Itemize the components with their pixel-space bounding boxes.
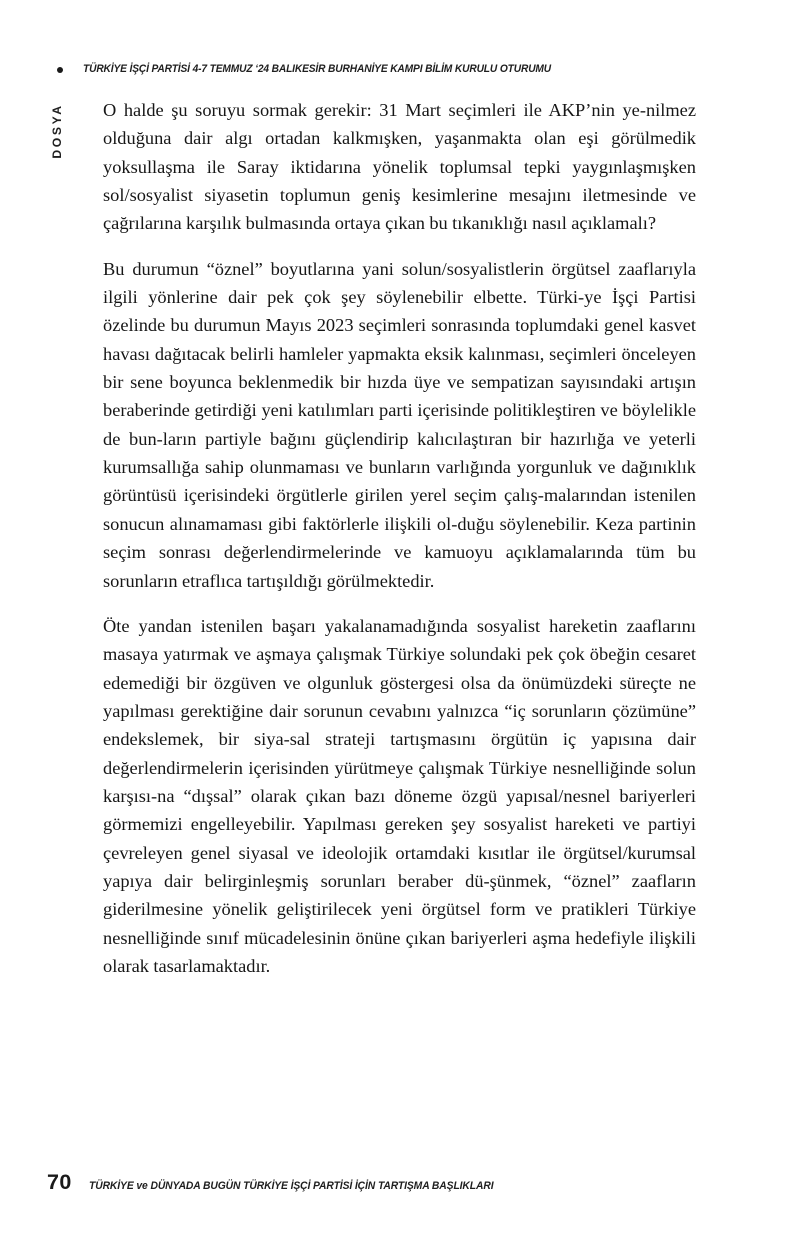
running-head — [56, 61, 742, 79]
bullet-dot-icon — [57, 67, 63, 73]
page-footer — [47, 1169, 742, 1194]
body-paragraph-2: Bu durumun “öznel” boyutlarına yani solun/sosyalistlerin örgütsel zaaflarıyla ilgili yönlerine dair pek çok şey söylenebilir elbette. Türki-ye İşçi Partisi özelinde bu durumun Mayıs 2023 seçimleri sonrasında toplumdaki genel kasvet havası dağıtacak belirli hamleler yapmakta eksik kalınması, seçimleri önceleyen bir sene boyunca beklenmedik bir hızda üye ve sempatizan sayısındaki artışın beraberinde getirdiği yeni katılımları parti içerisinde politikleştiren ve böylelikle de bun-ların partiyle bağını güçlendirip kalıcılaştıran bir hazırlığa ve yeterli kurumsallığa sahip olunmaması ve bunların varlığında yorgunluk ve dağınıklık görüntüsü içerisindeki örgütlerle girilen yerel seçim çalış-malarından istenilen sonucun alınamaması gibi faktörlerle ilişkili ol-duğu söylenebilir. Keza partinin seçim sonrası değerlendirmelerinde ve kamuoyu açıklamalarında tüm bu sorunların etraflıca tartışıldığı görülmektedir. — [103, 258, 696, 591]
footer-title: TÜRKİYE ve DÜNYADA BUGÜN TÜRKİYE İŞÇİ PARTİSİ İÇİN TARTIŞMA BAŞLIKLARI — [88, 1179, 494, 1192]
section-tab — [44, 88, 70, 174]
body-paragraph-1: O halde şu soruyu sormak gerekir: 31 Mart seçimleri ile AKP’nin ye-nilmez olduğuna dair algı ortadan kalkmışken, yaşanmakta olan eşi görülmedik yoksullaşma ile Saray iktidarına yönelik toplumsal tepki yaygınlaşmışken sol/sosyalist siyasetin toplumun geniş kesimlerine mesajını iletmesinde ve çağrılarına karşılık bulmasında ortaya çıkan bu tıkanıklığı nasıl açıklamalı? — [103, 100, 696, 234]
body-paragraph-3: Öte yandan istenilen başarı yakalanamadığında sosyalist hareketin zaaflarını masaya yatırmak ve aşmaya çalışmak Türkiye solundaki pek çok öbeğin cesaret edemediği bir özgüven ve olgunluk göstergesi olsa da önümüzdeki süreçte ne yapılması gerektiğine dair sorunun cevabını yalnızca “iç sorunların çözümüne” endekslemek, bir siya-sal strateji tartışmasını örgütün iç yapısına dair değerlendirmelerin içerisinden yürütmeye çalışmak Türkiye nesnelliğinde solun karşısı-na “dışsal” olarak çıkan bazı döneme özgü yapısal/nesnel bariyerleri görmemizi engelleyebilir. Yapılması gereken şey sosyalist hareketi ve partiyi çevreleyen genel siyasal ve ideolojik ortamdaki kısıtlar ile örgütsel/kurumsal yapıya dair belirginleşmiş sorunları beraber dü-şünmek, “öznel” zaafların giderilmesine yönelik geliştirilecek yeni örgütsel form ve pratikleri Türkiye nesnelliğinde sınıf mücadelesinin önüne çıkan bariyerleri aşma hedefiyle ilişkili olarak tasarlamaktadır. — [103, 615, 696, 976]
page-number: 70 — [47, 1169, 72, 1194]
body-text-column — [103, 96, 696, 980]
running-head-title: TÜRKİYE İŞÇİ PARTİSİ 4-7 TEMMUZ ‘24 BALIKESİR BURHANİYE KAMPI BİLİM KURULU OTURUMU — [83, 63, 552, 76]
section-tab-label: DOSYA — [49, 103, 64, 159]
